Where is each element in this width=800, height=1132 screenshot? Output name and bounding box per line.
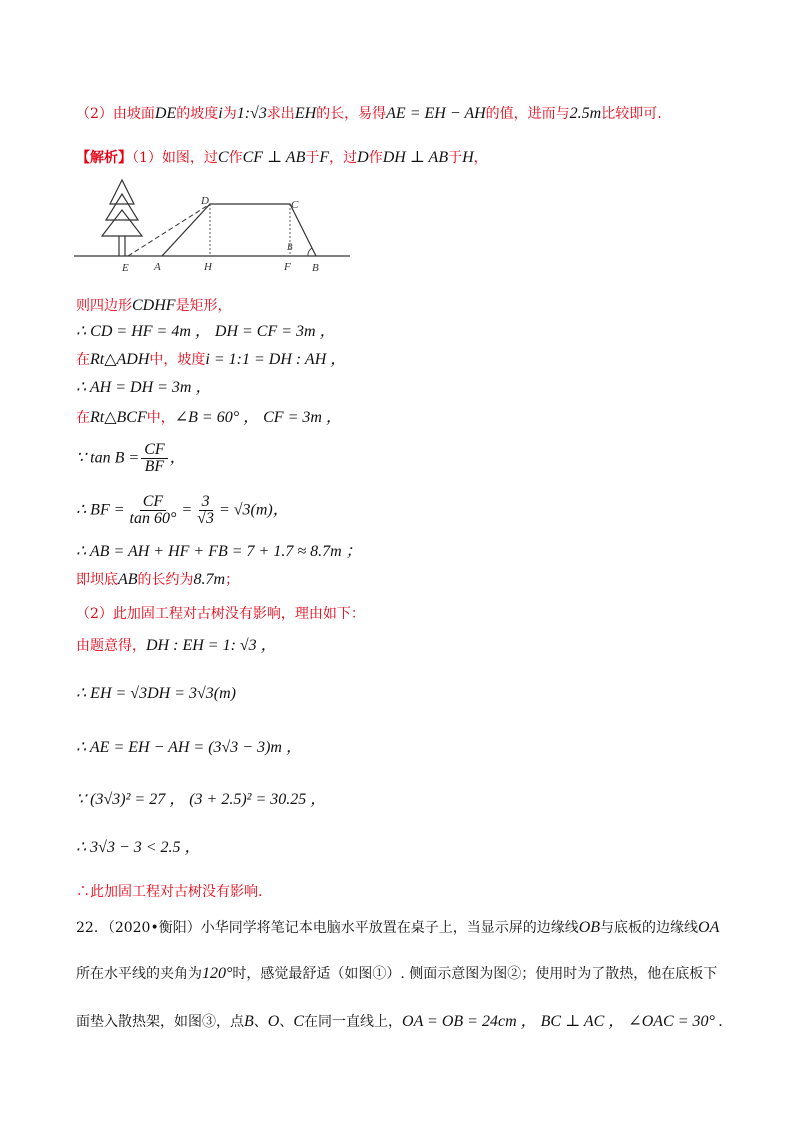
- problem22-line2: 所在水平线的夹角为120°时，感觉最舒适（如图①）. 侧面示意图为图②；使用时为了散热，他在底板下: [76, 965, 718, 982]
- problem22-line1: 22．（2020•衡阳）小华同学将笔记本电脑水平放置在桌子上，当显示屏的边缘线OB与底板的边缘线OA: [76, 919, 720, 936]
- analysis-line: 【解析】（1）如图，过C作CF ⊥ AB于F，过D作DH ⊥ AB于H，: [76, 149, 488, 166]
- line-ab-length: 即坝底AB的长约为8.7m；: [76, 571, 240, 588]
- angle-arc-B: [308, 248, 312, 256]
- line-ah: ∴ AH = DH = 3m ，: [76, 379, 212, 396]
- hint-line: （2）由坡面DE的坡度i为1:√3求出EH的长，易得AE = EH − AH的值，进而与2.5m比较即可.: [76, 105, 662, 122]
- line-ab: ∴ AB = AH + HF + FB = 7 + 1.7 ≈ 8.7m ；: [76, 543, 362, 560]
- line-compare: ∵ (3√3)² = 27 ， (3 + 2.5)² = 30.25 ，: [76, 791, 327, 808]
- line-rt-adh: 在Rt△ADH中，坡度i = 1:1 = DH : AH ，: [76, 351, 347, 368]
- line-rectangle: 则四边形CDHF是矩形，: [76, 297, 232, 314]
- label-E: E: [122, 262, 129, 274]
- dam-figure: [72, 174, 352, 282]
- line-given: 由题意得，DH : EH = 1: √3 ，: [76, 637, 277, 654]
- line-cd-hf: ∴ CD = HF = 4m ， DH = CF = 3m ，: [76, 323, 336, 340]
- problem22-line3: 面垫入散热架，如图③，点B、O、C在同一直线上，OA = OB = 24cm ， BC ⊥ AC ， ∠OAC = 30° .: [76, 1013, 723, 1030]
- line-eh: ∴ EH = √3DH = 3√3(m): [76, 685, 236, 702]
- line-rt-bcf: 在Rt△BCF中，∠B = 60° ， CF = 3m ，: [76, 409, 342, 426]
- label-B: B: [312, 262, 319, 274]
- label-D: D: [201, 195, 209, 207]
- label-F: F: [284, 261, 291, 273]
- label-B-angle: B: [287, 242, 293, 252]
- tree-icon: [102, 180, 142, 256]
- analysis-tag: 【解析】: [76, 150, 132, 166]
- label-A: A: [154, 261, 161, 273]
- line-part2: （2）此加固工程对古树没有影响，理由如下：: [76, 606, 365, 622]
- label-C: C: [291, 199, 299, 211]
- line-ae: ∴ AE = EH − AH = (3√3 − 3)m ，: [76, 739, 302, 756]
- dam-outline: [162, 204, 316, 256]
- line-conclusion: ∴此加固工程对古树没有影响.: [76, 884, 263, 900]
- line-inequality: ∴ 3√3 − 3 < 2.5 ，: [76, 839, 201, 856]
- line-bf: ∴ BF = $\frac{CF}{\tan 60^\circ}$ = $\frac{3}{√3}$ = √3(m)，: [76, 493, 289, 527]
- label-H: H: [204, 261, 212, 273]
- line-tanB: ∵ tan B = $\frac{CF}{BF}$ ，: [76, 441, 186, 475]
